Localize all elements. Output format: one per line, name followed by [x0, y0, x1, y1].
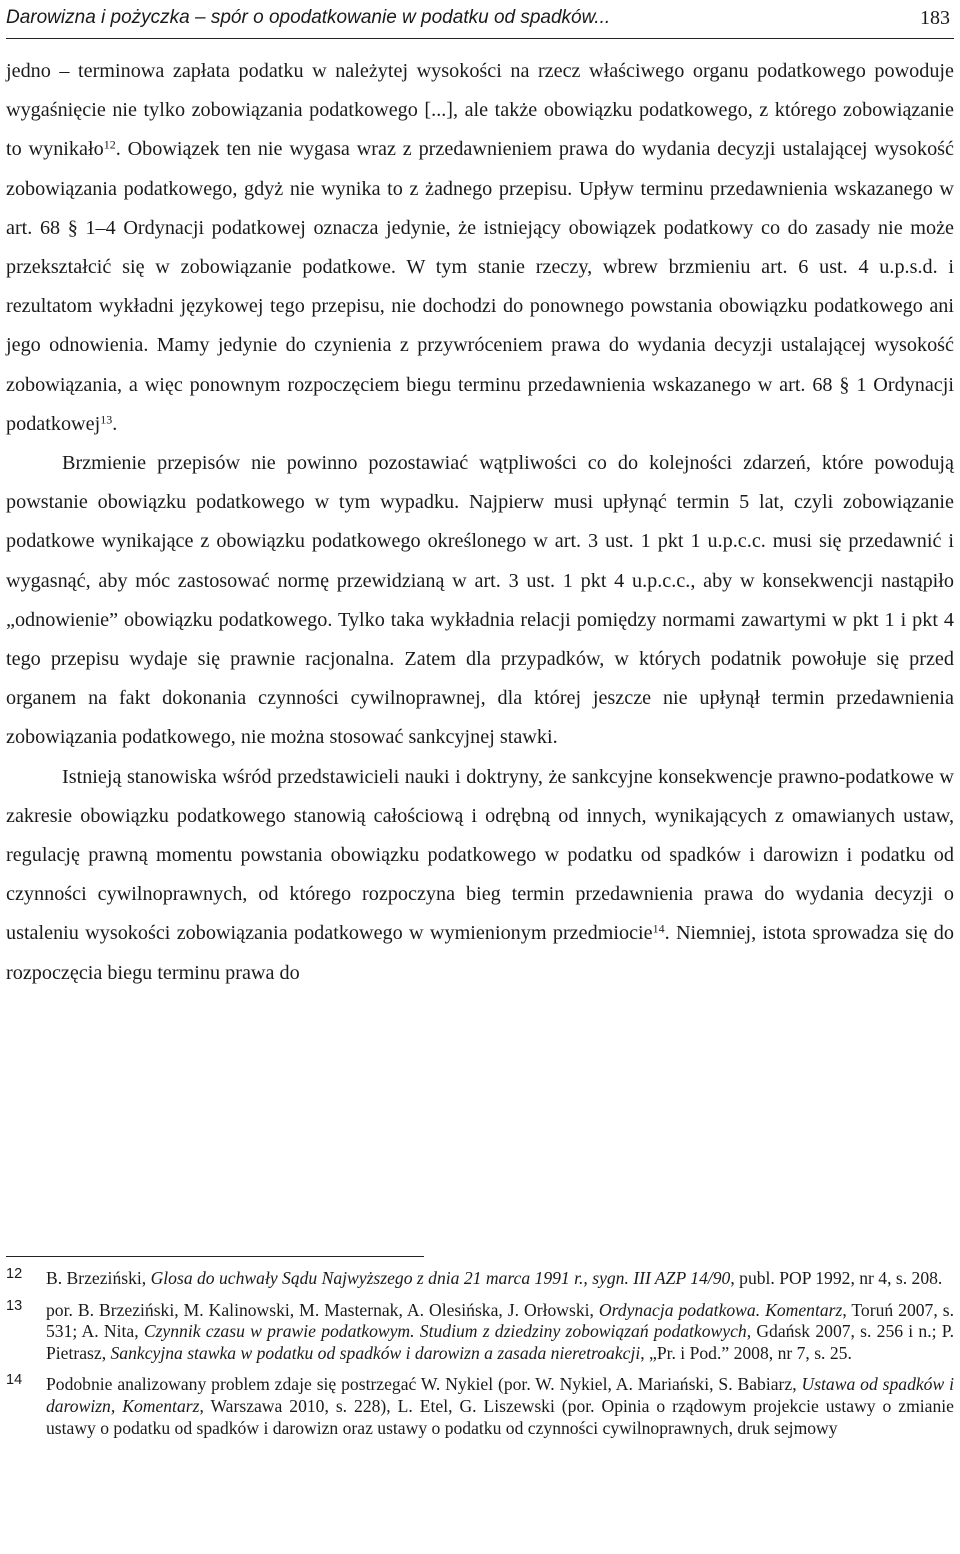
footnote-ref-13[interactable]: 13 [100, 412, 113, 427]
footnote-publication: , publ. POP 1992, nr 4, s. 208. [730, 1268, 943, 1288]
footnotes [6, 1268, 954, 1449]
header-rule [6, 38, 954, 39]
paragraph-3-text: Istnieją stanowiska wśród przedstawicieli nauki i doktryny, że sankcyjne konsekwencje prawno-podatkowe w zakresie obowiązku podatkowego stanowią całościową i odrębną od innych, wynikających z omawianych ustaw, regulację prawną momentu powstania obowiązku podatkowego w podatku od spadków i darowizn i podatku od czynności cywilnoprawnych, od którego rozpoczyna bieg termin przedawnienia prawa do wydania decyzji o ustaleniu wysokości zobowiązania podatkowego w wymienionym przedmiocie [6, 765, 954, 945]
footnote-12 [6, 1268, 954, 1290]
footnote-author: B. Brzeziński, [46, 1268, 151, 1288]
footnote-text [46, 1268, 954, 1290]
footnote-title: Czynnik czasu w prawie podatkowym. Studium z dziedziny zobowiązań podatkowych [143, 1321, 747, 1342]
main-text [6, 52, 954, 993]
footnote-publication: , „Pr. i Pod.” 2008, nr 7, s. 25. [640, 1342, 852, 1363]
footnote-publication: , Toruń 2007, s. 531; A. Nita, [46, 1299, 954, 1342]
footnote-number: 13 [6, 1297, 23, 1314]
footnote-ref-12[interactable]: 12 [103, 137, 116, 152]
footnote-14 [6, 1374, 954, 1439]
footnote-separator [6, 1256, 424, 1257]
footnote-title: Sankcyjna stawka w podatku od spadków i darowizn a zasada nieretroakcji [110, 1342, 641, 1363]
footnote-text [46, 1300, 954, 1365]
footnote-13 [6, 1297, 954, 1365]
footnote-publication: , Gdańsk 2007, s. 256 i n.; P. Pietrasz, [46, 1321, 954, 1363]
footnote-title: Ustawa od spadków i darowizn, Komentarz [46, 1374, 954, 1416]
footnote-number: 12 [6, 1266, 23, 1282]
paragraph-3-text-cont: . Niemniej, istota sprowadza się do rozpoczęcia biegu terminu prawa do [6, 922, 954, 984]
footnote-title: Ordynacja podatkowa. Komentarz [598, 1299, 843, 1320]
running-title: Darowizna i pożyczka – spór o opodatkowanie w podatku od spadków... [6, 7, 611, 28]
paragraph-2: Brzmienie przepisów nie powinno pozostawiać wątpliwości co do kolejności zdarzeń, które powodują powstanie obowiązku podatkowego w tym wypadku. Najpierw musi upłynąć termin 5 lat, czyli zobowiązanie podatkowe wynikające z obowiązku podatkowego określonego w art. 3 ust. 1 pkt 1 u.p.c.c. musi się przedawnić i wygasnąć, aby móc zastosować normę przewidzianą w art. 3 ust. 1 pkt 4 u.p.c.c., aby w konsekwencji nastąpiło „odnowienie” obowiązku podatkowego. Tylko taka wykładnia relacji pomiędzy normami zawartymi w pkt 1 i pkt 4 tego przepisu wydaje się prawnie racjonalna. Zatem dla przypadków, w których podatnik powołuje się przed organem na fakt dokonania czynności cywilnoprawnej, dla której jeszcze nie upłynął termin przedawnienia zobowiązania podatkowego, nie można stosować sankcyjnej stawki. [6, 452, 954, 749]
footnote-authors: por. B. Brzeziński, M. Kalinowski, M. Masternak, A. Olesińska, J. Orłowski, [46, 1299, 599, 1320]
paragraph-1-text: jedno – terminowa zapłata podatku w należytej wysokości na rzecz właściwego organu podatkowego powoduje wygaśnięcie nie tylko zobowiązania podatkowego [...], ale także obowiązku podatkowego, z którego zobowiązanie to wynikało [6, 60, 954, 161]
paragraph-1 [6, 52, 954, 444]
footnote-number: 14 [6, 1372, 23, 1389]
running-header [6, 2, 954, 34]
footnote-title: Glosa do uchwały Sądu Najwyższego z dnia 21 marca 1991 r., sygn. III AZP 14/90 [150, 1268, 731, 1288]
paragraph-1-end: . [112, 412, 118, 435]
paragraph-1-text-cont: . Obowiązek ten nie wygasa wraz z przedawnieniem prawa do wydania decyzji ustalającej wysokość zobowiązania podatkowego, gdyż nie wynika to z żadnego przepisu. Upływ terminu przedawnienia wskazanego w art. 68 § 1–4 Ordynacji podatkowej oznacza jedynie, że istniejący obowiązek podatkowy co do zasady nie może przekształcić się w zobowiązanie podatkowe. W tym stanie rzeczy, wbrew brzmieniu art. 6 ust. 4 u.p.s.d. i rezultatom wykładni językowej tego przepisu, nie dochodzi do ponownego powstania obowiązku podatkowego ani jego odnowienia. Mamy jedynie do czynienia z przywróceniem prawa do wydania decyzji ustalającej wysokość zobowiązania, a więc ponownym rozpoczęciem biegu terminu przedawnienia wskazanego w art. 68 § 1 Ordynacji podatkowej [6, 138, 954, 435]
footnote-author: Podobnie analizowany problem zdaje się postrzegać W. Nykiel (por. W. Nykiel, A. Mariański, S. Babiarz, [46, 1374, 802, 1395]
footnote-publication: , Warszawa 2010, s. 228), L. Etel, G. Liszewski (por. Opinia o rządowym projekcie ustawy o zmianie ustawy o podatku od spadków i darowizn oraz ustawy o podatku od czynności cywilnoprawnych, druk sejmowy [46, 1395, 954, 1438]
footnote-text [46, 1374, 954, 1439]
page-number: 183 [920, 6, 950, 29]
footnote-ref-14[interactable]: 14 [652, 921, 665, 936]
paragraph-3 [6, 758, 954, 993]
